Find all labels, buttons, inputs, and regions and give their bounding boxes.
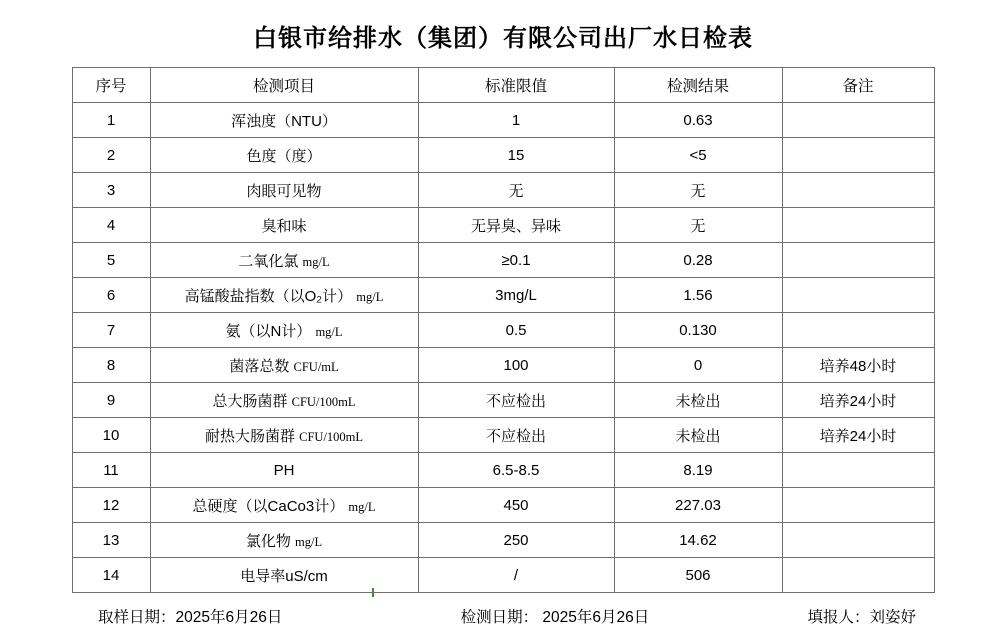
- cell-item-name: 肉眼可见物: [246, 182, 322, 200]
- table-row: [72, 523, 934, 558]
- green-mark-artifact: [372, 588, 374, 597]
- cell-item-name: 耐热大肠菌群: [204, 427, 295, 445]
- table-row: [72, 453, 934, 488]
- table-row: [72, 488, 934, 523]
- sample-date: 取样日期：2025年6月26日: [98, 609, 283, 626]
- cell-no: 8: [72, 348, 150, 383]
- cell-limit: 450: [418, 488, 614, 523]
- cell-note: [782, 488, 934, 523]
- table-row: [72, 138, 934, 173]
- cell-item: [150, 138, 418, 173]
- cell-no: 4: [72, 208, 150, 243]
- test-date: 检测日期： 2025年6月26日: [460, 609, 650, 626]
- cell-no: 6: [72, 278, 150, 313]
- cell-note: [782, 523, 934, 558]
- cell-no: 5: [72, 243, 150, 278]
- cell-no: 13: [72, 523, 150, 558]
- cell-limit: 3mg/L: [418, 278, 614, 313]
- cell-limit: 无: [418, 173, 614, 208]
- cell-item: [150, 383, 418, 418]
- page-title: 白银市给排水（集团）有限公司出厂水日检表: [253, 26, 753, 52]
- column-header-item: 检测项目: [150, 68, 418, 103]
- column-header-result: 检测结果: [614, 68, 782, 103]
- cell-result: 227.03: [614, 488, 782, 523]
- cell-item: [150, 243, 418, 278]
- cell-limit: 无异臭、异味: [418, 208, 614, 243]
- cell-result: 未检出: [614, 383, 782, 418]
- cell-item: [150, 523, 418, 558]
- cell-item-name: 菌落总数: [229, 357, 290, 375]
- cell-item-unit: mg/L: [356, 289, 384, 304]
- cell-no: 11: [72, 453, 150, 488]
- cell-item: [150, 313, 418, 348]
- cell-limit: 0.5: [418, 313, 614, 348]
- cell-note: 培养24小时: [782, 418, 934, 453]
- cell-item-name: 臭和味: [261, 217, 307, 235]
- cell-limit: 不应检出: [418, 418, 614, 453]
- cell-item: [150, 453, 418, 488]
- cell-item-name: 氯化物: [245, 532, 291, 550]
- cell-note: [782, 173, 934, 208]
- cell-item: [150, 488, 418, 523]
- table-row: [72, 348, 934, 383]
- cell-item-unit: CFU/mL: [293, 359, 339, 374]
- cell-no: 1: [72, 103, 150, 138]
- cell-limit: /: [418, 558, 614, 593]
- table-row: [72, 103, 934, 138]
- cell-no: 9: [72, 383, 150, 418]
- cell-result: 0: [614, 348, 782, 383]
- cell-item-unit: CFU/100mL: [299, 429, 364, 444]
- table-row: [72, 558, 934, 593]
- cell-item-name: 总硬度（以CaCo3计）: [192, 497, 345, 515]
- cell-result: <5: [614, 138, 782, 173]
- cell-no: 12: [72, 488, 150, 523]
- cell-item-name: 色度（度）: [246, 147, 322, 165]
- cell-note: [782, 453, 934, 488]
- cell-note: 培养48小时: [782, 348, 934, 383]
- cell-item-name: 高锰酸盐指数（以O₂计）: [184, 287, 353, 305]
- cell-note: [782, 243, 934, 278]
- column-header-note: 备注: [782, 68, 934, 103]
- cell-result: 无: [614, 208, 782, 243]
- cell-note: [782, 558, 934, 593]
- cell-item-name: 氨（以N计）: [225, 322, 312, 340]
- cell-limit: 15: [418, 138, 614, 173]
- cell-result: 0.28: [614, 243, 782, 278]
- cell-result: 无: [614, 173, 782, 208]
- cell-item-unit: mg/L: [315, 324, 343, 339]
- cell-item: [150, 418, 418, 453]
- cell-item-name: PH: [273, 461, 295, 479]
- cell-item-unit: mg/L: [302, 254, 330, 269]
- cell-item-unit: mg/L: [295, 534, 323, 549]
- cell-result: 506: [614, 558, 782, 593]
- cell-item-name: 浑浊度（NTU）: [231, 112, 337, 130]
- cell-no: 3: [72, 173, 150, 208]
- cell-item-name: 总大肠菌群: [212, 392, 288, 410]
- cell-note: [782, 208, 934, 243]
- cell-result: 8.19: [614, 453, 782, 488]
- cell-note: [782, 138, 934, 173]
- cell-no: 14: [72, 558, 150, 593]
- column-header-no: 序号: [72, 68, 150, 103]
- table-row: [72, 173, 934, 208]
- cell-item: [150, 348, 418, 383]
- cell-item-name: 电导率uS/cm: [240, 567, 328, 585]
- cell-item-unit: mg/L: [348, 499, 376, 514]
- column-header-limit: 标准限值: [418, 68, 614, 103]
- cell-item: [150, 173, 418, 208]
- table-row: [72, 418, 934, 453]
- reporter-name: 填报人：刘姿妤: [807, 609, 916, 626]
- footer-row: [72, 605, 934, 627]
- cell-note: [782, 103, 934, 138]
- table-row: [72, 313, 934, 348]
- cell-item: [150, 208, 418, 243]
- cell-note: [782, 278, 934, 313]
- cell-limit: 250: [418, 523, 614, 558]
- cell-limit: 1: [418, 103, 614, 138]
- cell-result: 0.130: [614, 313, 782, 348]
- table-header-row: [72, 68, 934, 103]
- cell-result: 14.62: [614, 523, 782, 558]
- cell-item: [150, 558, 418, 593]
- cell-no: 10: [72, 418, 150, 453]
- cell-limit: 100: [418, 348, 614, 383]
- water-quality-table: [72, 67, 935, 593]
- cell-no: 2: [72, 138, 150, 173]
- cell-limit: 不应检出: [418, 383, 614, 418]
- cell-no: 7: [72, 313, 150, 348]
- cell-note: 培养24小时: [782, 383, 934, 418]
- cell-item: [150, 278, 418, 313]
- cell-item-name: 二氧化氯: [238, 252, 299, 270]
- cell-limit: ≥0.1: [418, 243, 614, 278]
- cell-limit: 6.5-8.5: [418, 453, 614, 488]
- cell-result: 未检出: [614, 418, 782, 453]
- cell-item-unit: CFU/100mL: [291, 394, 356, 409]
- cell-note: [782, 313, 934, 348]
- cell-result: 1.56: [614, 278, 782, 313]
- table-row: [72, 278, 934, 313]
- cell-item: [150, 103, 418, 138]
- table-row: [72, 243, 934, 278]
- table-row: [72, 208, 934, 243]
- cell-result: 0.63: [614, 103, 782, 138]
- table-row: [72, 383, 934, 418]
